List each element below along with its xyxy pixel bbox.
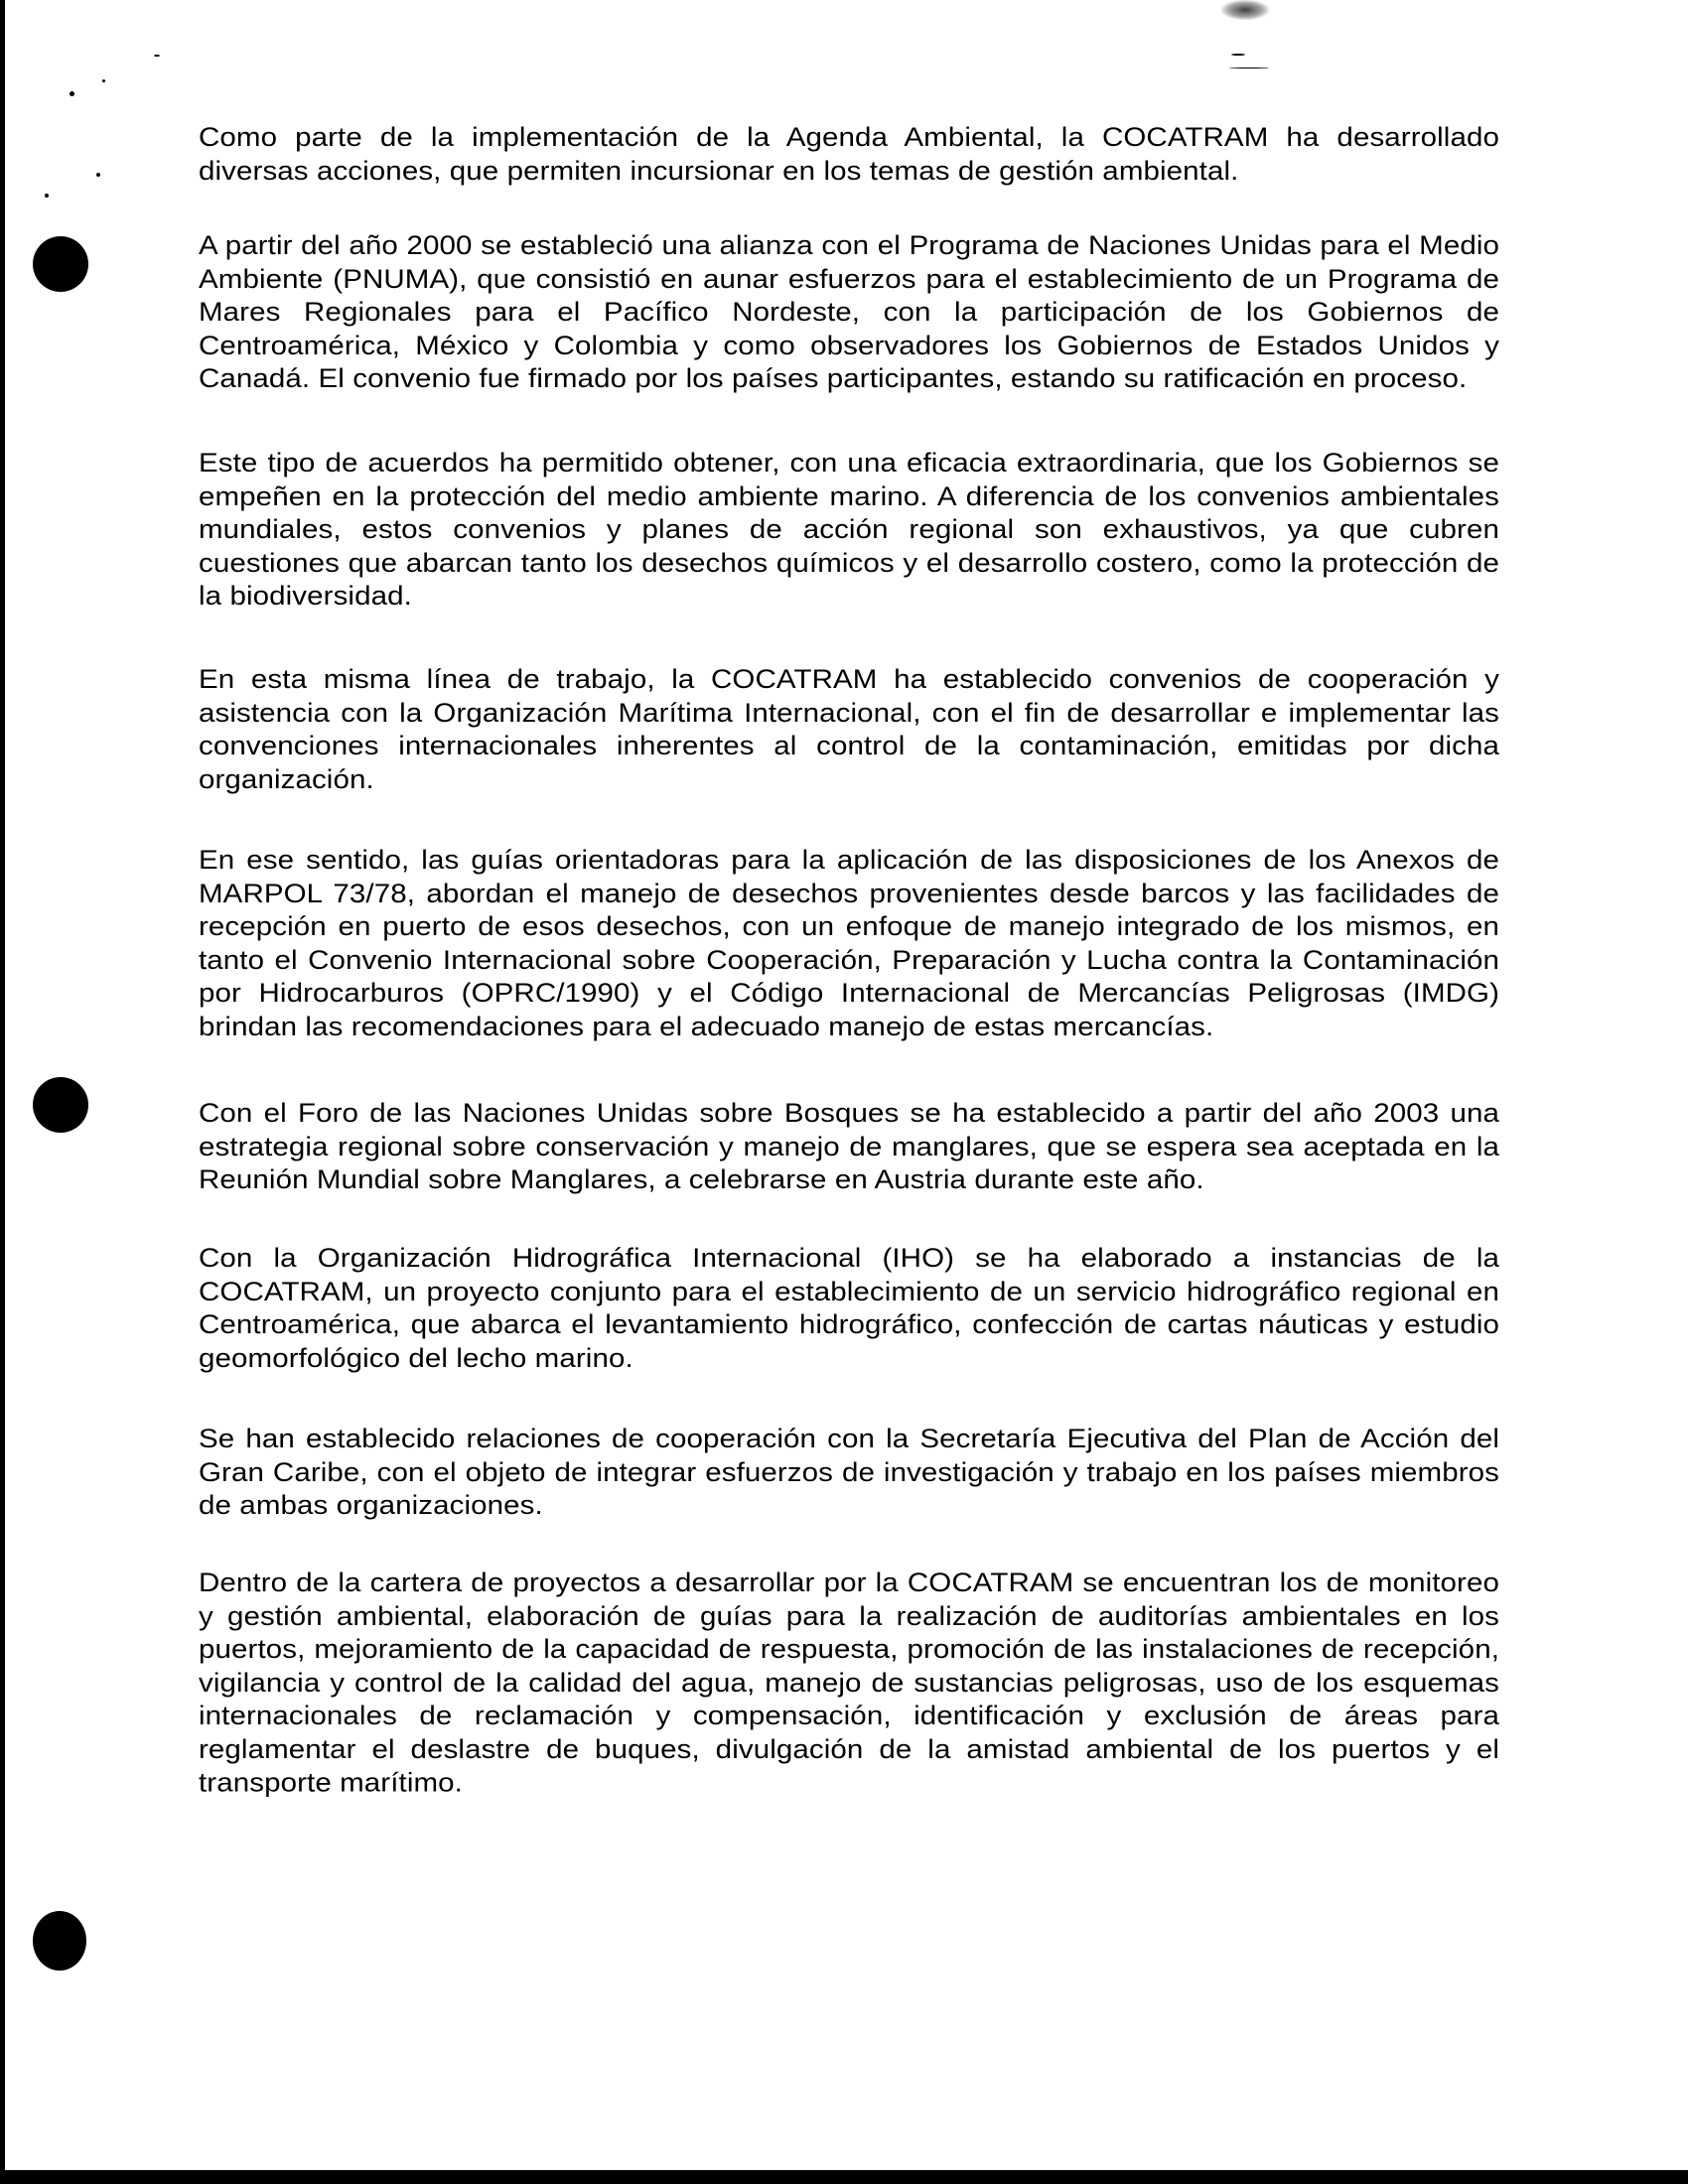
scan-speck [1231, 54, 1245, 56]
punch-hole-icon [33, 1077, 88, 1133]
paragraph-acuerdos-regionales: Este tipo de acuerdos ha permitido obtener, con una eficacia extraordinaria, que los Gobiernos se empeñen en la protección del medio ambiente marino. A diferencia de los convenios ambientales mundiales, estos convenios y planes de acción regional son exhaustivos, ya que cubren cuestiones que abarcan tanto los desechos químicos y el desarrollo costero, como la protección de la biodiversidad. [199, 447, 1499, 612]
paragraph-foro-bosques: Con el Foro de las Naciones Unidas sobre Bosques se ha establecido a partir del año 2003 una estrategia regional sobre conservación y manejo de manglares, que se espera sea aceptada en la Reunión Mundial sobre Manglares, a celebrarse en Austria durante este año. [199, 1097, 1499, 1195]
paragraph-convenios-omi: En esta misma línea de trabajo, la COCATRAM ha establecido convenios de cooperación y asistencia con la Organización Marítima Internacional, con el fin de desarrollar e implementar las convenciones internacionales inherentes al control de la contaminación, emitidas por dicha organización. [199, 663, 1499, 795]
document-body [199, 121, 1499, 1856]
paragraph-marpol-guias: En ese sentido, las guías orientadoras para la aplicación de las disposiciones de los Anexos de MARPOL 73/78, abordan el manejo de desechos provenientes desde barcos y las facilidades de recepción en puerto de esos desechos, con un enfoque de manejo integrado de los mismos, en tanto el Convenio Internacional sobre Cooperación, Preparación y Lucha contra la Contaminación por Hidrocarburos (OPRC/1990) y el Código Internacional de Mercancías Peligrosas (IMDG) brindan las recomendaciones para el adecuado manejo de estas mercancías. [199, 844, 1499, 1042]
scan-speck [154, 55, 160, 57]
paragraph-alianza-pnuma: A partir del año 2000 se estableció una alianza con el Programa de Naciones Unidas para el Medio Ambiente (PNUMA), que consistió en aunar esfuerzos para el establecimiento de un Programa de Mares Regionales para el Pacífico Nordeste, con la participación de los Gobiernos de Centroamérica, México y Colombia y como observadores los Gobiernos de Estados Unidos y Canadá. El convenio fue firmado por los países participantes, estando su ratificación en proceso. [199, 229, 1499, 394]
punch-hole-icon [33, 236, 88, 292]
paragraph-cartera-proyectos: Dentro de la cartera de proyectos a desarrollar por la COCATRAM se encuentran los de monitoreo y gestión ambiental, elaboración de guías para la realización de auditorías ambientales en los puertos, mejoramiento de la capacidad de respuesta, promoción de las instalaciones de recepción, vigilancia y control de la calidad del agua, manejo de sustancias peligrosas, uso de los esquemas internacionales de reclamación y compensación, identificación y exclusión de áreas para reglamentar el deslastre de buques, divulgación de la amistad ambiental de los puertos y el transporte marítimo. [199, 1567, 1499, 1798]
scan-smudge-mark [1221, 0, 1269, 20]
scan-speck [70, 91, 74, 96]
paragraph-iho-hidrografico: Con la Organización Hidrográfica Internacional (IHO) se ha elaborado a instancias de la COCATRAM, un proyecto conjunto para el establecimiento de un servicio hidrográfico regional en Centroamérica, que abarca el levantamiento hidrográfico, confección de cartas náuticas y estudio geomorfológico del lecho marino. [199, 1242, 1499, 1373]
scan-speck [96, 173, 100, 177]
paragraph-gran-caribe: Se han establecido relaciones de cooperación con la Secretaría Ejecutiva del Plan de Acción del Gran Caribe, con el objeto de integrar esfuerzos de investigación y trabajo en los países miembros de ambas organizaciones. [199, 1423, 1499, 1520]
scan-speck [45, 194, 49, 198]
paragraph-agenda-ambiental: Como parte de la implementación de la Agenda Ambiental, la COCATRAM ha desarrollado diversas acciones, que permiten incursionar en los temas de gestión ambiental. [199, 121, 1499, 186]
scan-bottom-edge-border [0, 2170, 1688, 2184]
scan-speck [102, 79, 105, 82]
punch-hole-icon [33, 1911, 86, 1971]
scan-left-edge-border [0, 0, 5, 2184]
